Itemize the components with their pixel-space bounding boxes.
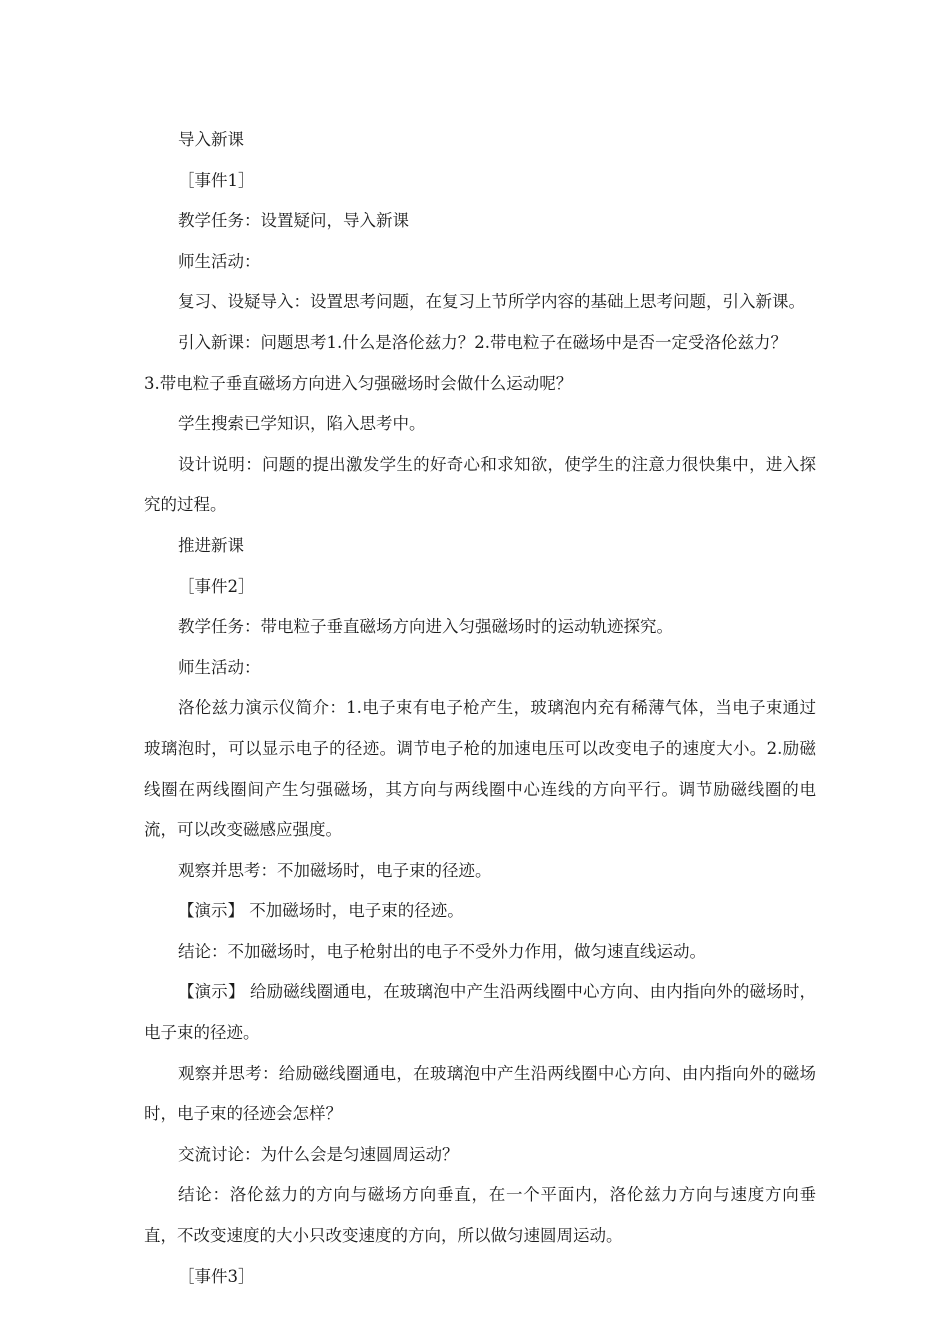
student-response: 学生搜索已学知识，陷入思考中。 — [178, 414, 426, 434]
task-2: 教学任务：带电粒子垂直磁场方向进入匀强磁场时的运动轨迹探究。 — [178, 617, 673, 637]
task-1: 教学任务：设置疑问，导入新课 — [178, 211, 409, 231]
heading-intro: 导入新课 — [178, 130, 244, 149]
question-paragraph: 引入新课：问题思考1.什么是洛伦兹力？2.带电粒子在磁场中是否一定受洛伦兹力？ — [178, 332, 787, 352]
demo-2: 【演示】 给励磁线圈通电，在玻璃泡中产生沿两线圈中心方向、由内指向外的磁场时，电子束的径迹。 — [144, 982, 816, 1043]
activity-label-2: 师生活动： — [178, 657, 261, 677]
demonstrator-intro: 洛伦兹力演示仪简介：1.电子束有电子枪产生，玻璃泡内充有稀薄气体，当电子束通过玻璃泡时，可以显示电子的径迹。调节电子枪的加速电压可以改变电子的速度大小。2.励磁线圈在两线圈间产生匀强磁场，其方向与两线圈中心连线的方向平行。调节励磁线圈的电流，可以改变磁感应强度。 — [144, 698, 816, 840]
event-3-label: ［事件3］ — [178, 1266, 255, 1286]
observe-1: 观察并思考：不加磁场时，电子束的径迹。 — [178, 860, 492, 880]
document-page — [144, 120, 816, 1297]
event-1-label: ［事件1］ — [178, 170, 255, 190]
demo-1: 【演示】 不加磁场时，电子束的径迹。 — [178, 901, 464, 921]
design-note: 设计说明：问题的提出激发学生的好奇心和求知欲，使学生的注意力很快集中，进入探究的过程。 — [144, 454, 816, 515]
review-paragraph: 复习、设疑导入：设置思考问题，在复习上节所学内容的基础上思考问题，引入新课。 — [178, 292, 805, 312]
heading-advance: 推进新课 — [178, 535, 244, 555]
observe-2: 观察并思考：给励磁线圈通电，在玻璃泡中产生沿两线圈中心方向、由内指向外的磁场时，电子束的径迹会怎样？ — [144, 1063, 816, 1124]
conclusion-2: 结论：洛伦兹力的方向与磁场方向垂直，在一个平面内，洛伦兹力方向与速度方向垂直，不改变速度的大小只改变速度的方向，所以做匀速圆周运动。 — [144, 1185, 816, 1246]
conclusion-1: 结论：不加磁场时，电子枪射出的电子不受外力作用，做匀速直线运动。 — [178, 941, 706, 961]
question-continuation: 3.带电粒子垂直磁场方向进入匀强磁场时会做什么运动呢？ — [144, 373, 573, 393]
activity-label-1: 师生活动： — [178, 251, 261, 271]
event-2-label: ［事件2］ — [178, 576, 255, 596]
discussion: 交流讨论：为什么会是匀速圆周运动？ — [178, 1144, 459, 1164]
